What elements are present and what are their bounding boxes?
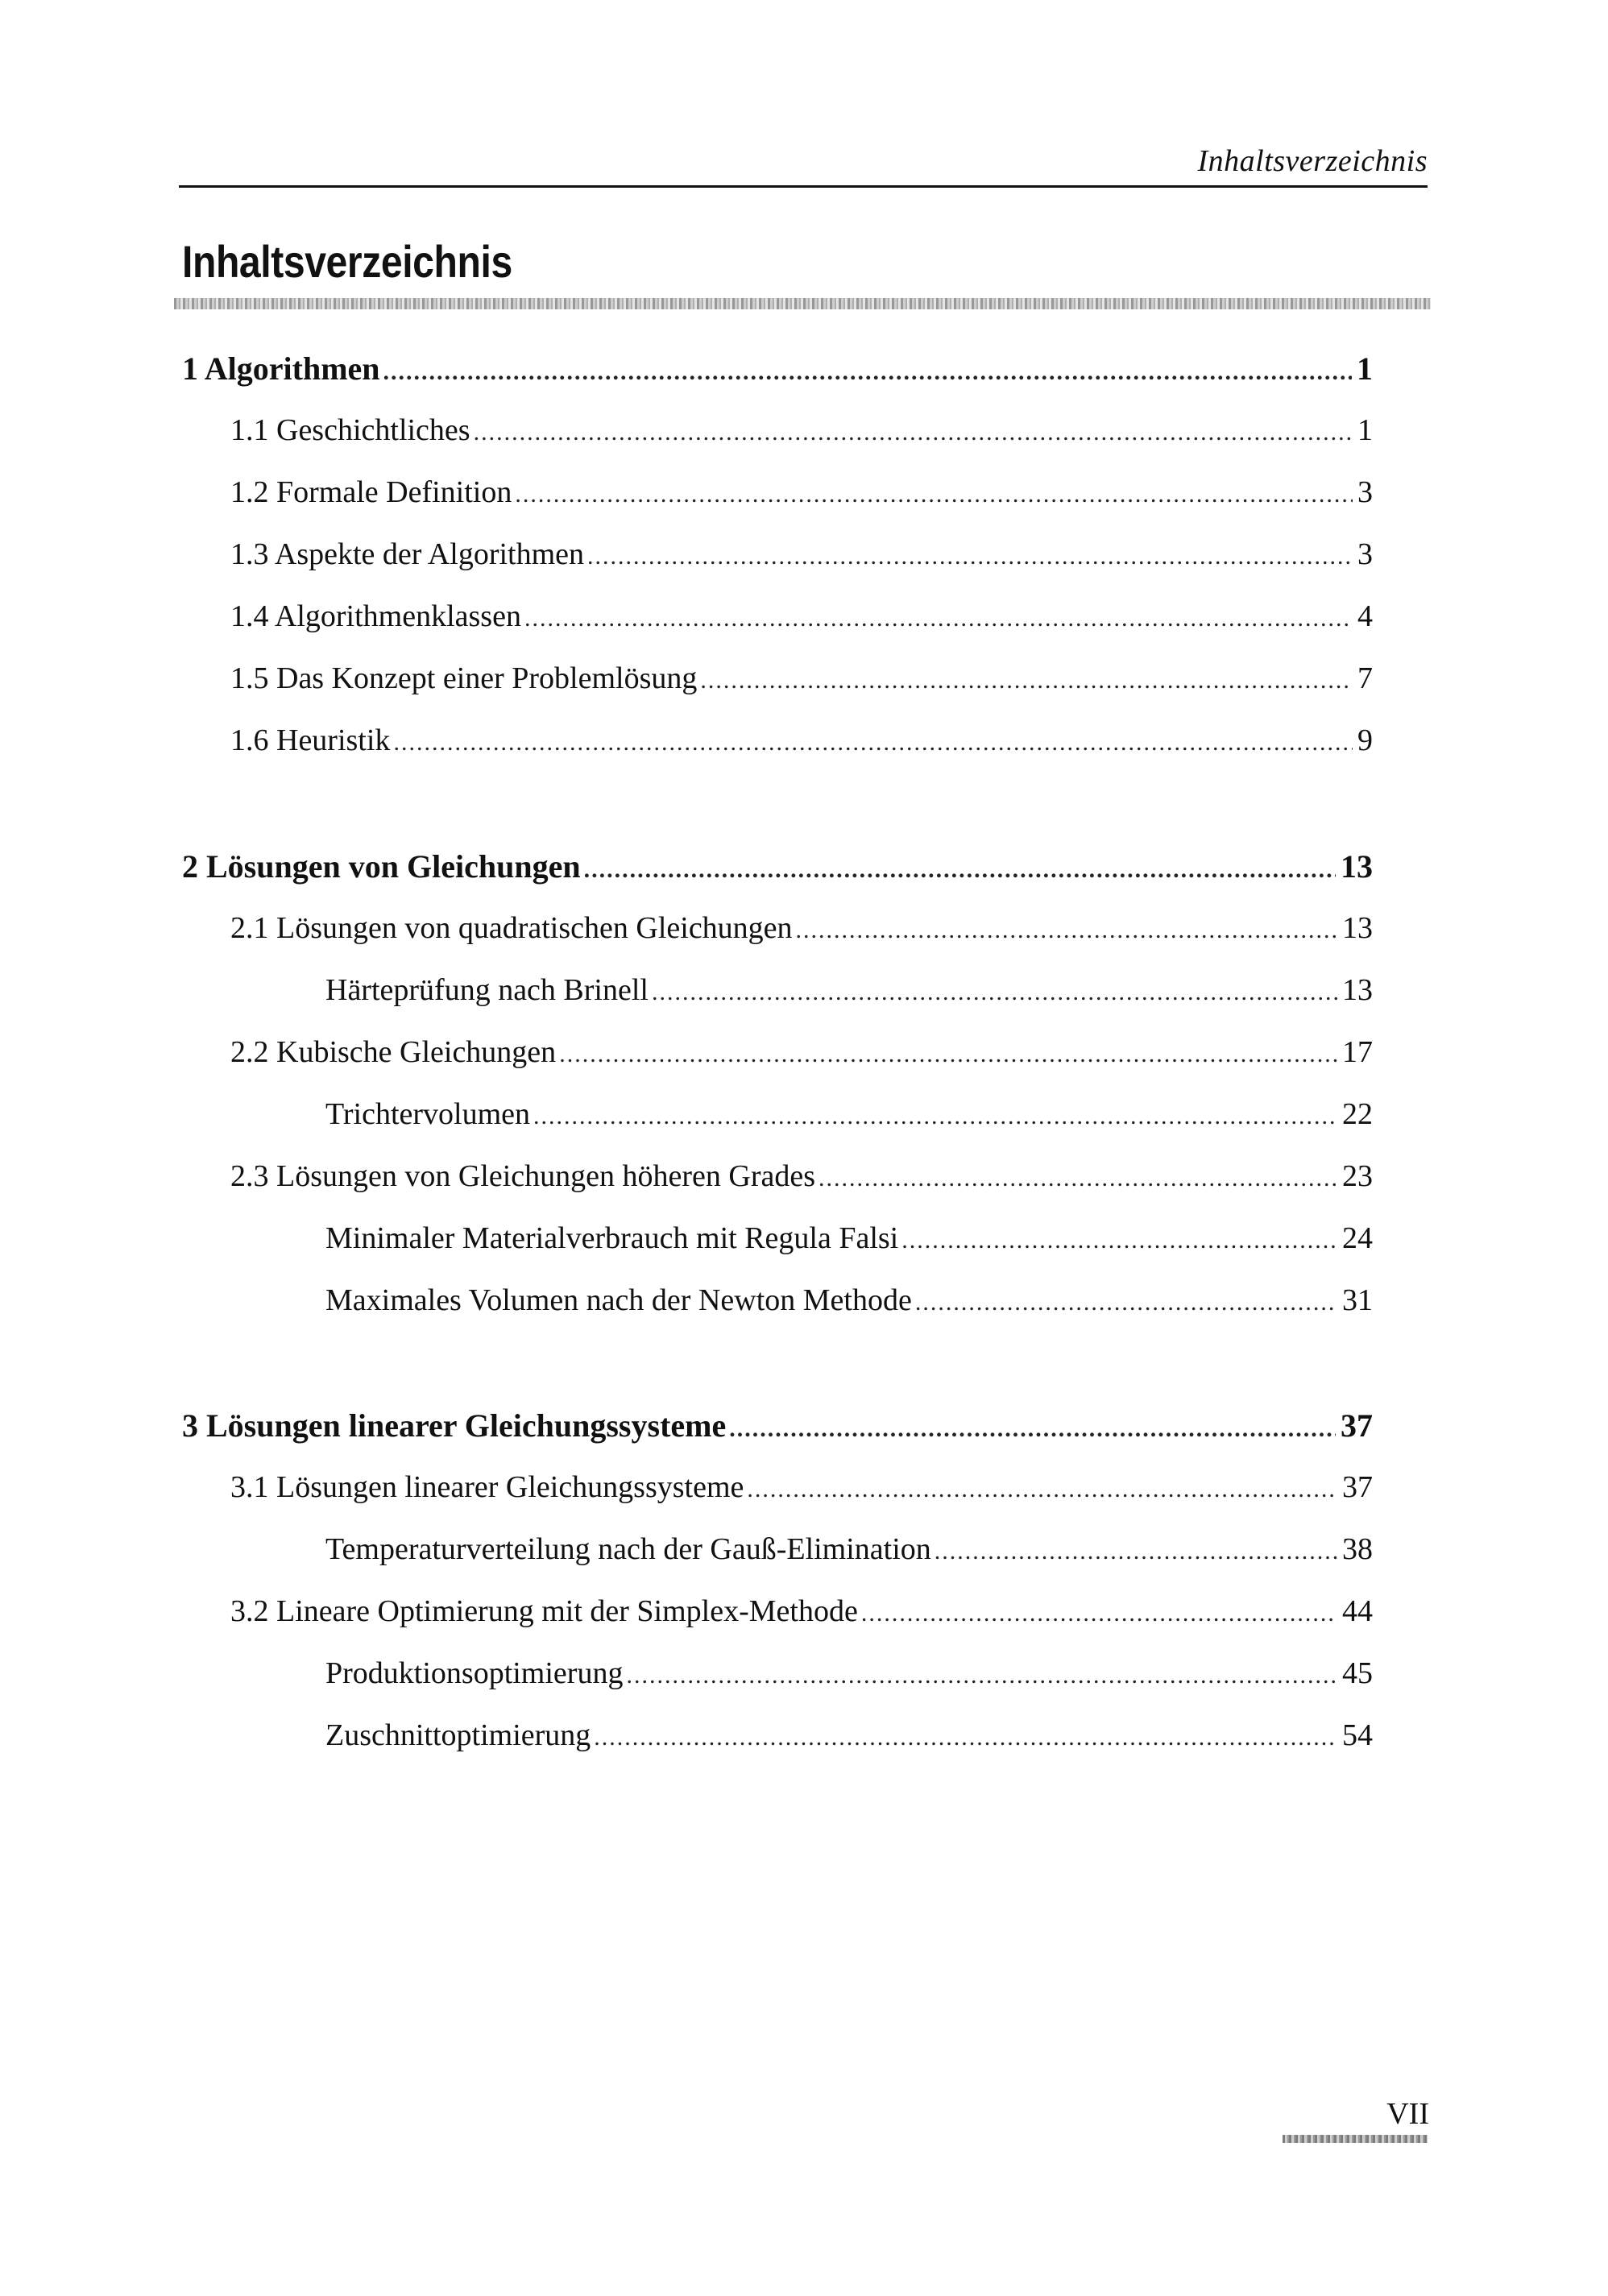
toc-entry-label: 1.2 Formale Definition: [230, 475, 512, 509]
toc-leader: [796, 918, 1337, 943]
toc-leader: [515, 483, 1353, 507]
toc-leader: [700, 669, 1353, 693]
toc-section-1-6[interactable]: [230, 725, 1373, 756]
toc-page-number: 3: [1357, 475, 1373, 509]
toc-leader: [729, 1417, 1336, 1441]
toc-page-number: 54: [1342, 1718, 1373, 1752]
toc-entry-label: 1.3 Aspekte der Algorithmen: [230, 537, 585, 571]
toc-section-1-2[interactable]: [230, 477, 1373, 508]
toc-subsection-zuschnitt[interactable]: [325, 1720, 1373, 1751]
toc-entry-label: 1.6 Heuristik: [230, 723, 391, 757]
toc-entry-label: 2.3 Lösungen von Gleichungen höheren Grades: [230, 1159, 816, 1193]
toc-subsection-regula-falsi[interactable]: [325, 1223, 1373, 1254]
toc-leader: [747, 1477, 1337, 1502]
toc-entry-label: Produktionsoptimierung: [325, 1656, 624, 1690]
toc-page-number: 22: [1342, 1097, 1373, 1131]
toc-leader: [901, 1229, 1337, 1253]
toc-page-number: 24: [1342, 1221, 1373, 1255]
toc-section-1-5[interactable]: [230, 663, 1373, 694]
toc-section-3-2[interactable]: [230, 1596, 1373, 1627]
toc-page-number: 23: [1342, 1159, 1373, 1193]
toc-leader: [524, 607, 1353, 631]
toc-page-number: 1: [1357, 350, 1373, 387]
toc-subsection-gauss[interactable]: [325, 1534, 1373, 1565]
toc-entry-label: Temperaturverteilung nach der Gauß-Elimination: [325, 1532, 931, 1566]
page-folio: VII: [1386, 2097, 1429, 2131]
toc-chapter-1[interactable]: [182, 350, 1373, 387]
title-underline-band: [174, 298, 1431, 309]
toc-leader: [594, 1726, 1337, 1750]
toc-page-number: 31: [1342, 1283, 1373, 1317]
toc-page-number: 7: [1357, 661, 1373, 695]
toc-page-number: 9: [1357, 723, 1373, 757]
toc-subsection-newton[interactable]: [325, 1285, 1373, 1316]
toc-leader: [915, 1291, 1337, 1315]
toc-entry-label: 2 Lösungen von Gleichungen: [182, 848, 581, 885]
toc-page-number: 45: [1342, 1656, 1373, 1690]
toc-leader: [393, 731, 1353, 755]
toc-subsection-produktion[interactable]: [325, 1658, 1373, 1689]
toc-section-2-3[interactable]: [230, 1161, 1373, 1192]
toc-section-2-1[interactable]: [230, 913, 1373, 943]
toc-leader: [935, 1540, 1337, 1564]
toc-page-number: 13: [1341, 848, 1373, 885]
toc-entry-label: 2.1 Lösungen von quadratischen Gleichungen: [230, 911, 793, 945]
toc-chapter-3[interactable]: [182, 1407, 1373, 1444]
toc-leader: [383, 360, 1352, 384]
toc-entry-label: 3.2 Lineare Optimierung mit der Simplex-Methode: [230, 1594, 858, 1628]
toc-subsection-brinell[interactable]: [325, 975, 1373, 1005]
toc-leader: [861, 1602, 1337, 1626]
toc-page-number: 13: [1342, 911, 1373, 945]
toc-section-1-3[interactable]: [230, 539, 1373, 570]
toc-entry-label: Maximales Volumen nach der Newton Methode: [325, 1283, 912, 1317]
toc-subsection-trichtervolumen[interactable]: [325, 1099, 1373, 1129]
toc-chapter-2[interactable]: [182, 848, 1373, 885]
toc-leader: [584, 858, 1336, 882]
toc-page-number: 44: [1342, 1594, 1373, 1628]
toc-page-number: 13: [1342, 973, 1373, 1007]
toc-leader: [474, 421, 1353, 445]
toc-page-number: 4: [1357, 599, 1373, 633]
toc-entry-label: 1.4 Algorithmenklassen: [230, 599, 521, 633]
toc-section-1-4[interactable]: [230, 601, 1373, 632]
toc-entry-label: 1.5 Das Konzept einer Problemlösung: [230, 661, 698, 695]
toc-page-number: 1: [1357, 413, 1373, 447]
page-title: Inhaltsverzeichnis: [182, 236, 512, 287]
toc-page-number: 3: [1357, 537, 1373, 571]
toc-entry-label: Zuschnittoptimierung: [325, 1718, 591, 1752]
toc-leader: [559, 1042, 1337, 1067]
toc-entry-label: 2.2 Kubische Gleichungen: [230, 1035, 557, 1069]
toc-entry-label: Minimaler Materialverbrauch mit Regula Falsi: [325, 1221, 899, 1255]
folio-band: [1283, 2135, 1428, 2143]
toc-page-number: 38: [1342, 1532, 1373, 1566]
toc-leader: [533, 1104, 1337, 1129]
running-head: Inhaltsverzeichnis: [1197, 144, 1428, 178]
toc-entry-label: Härteprüfung nach Brinell: [325, 973, 649, 1007]
toc-leader: [626, 1664, 1337, 1688]
toc-entry-label: 3 Lösungen linearer Gleichungssysteme: [182, 1407, 727, 1444]
toc-entry-label: 3.1 Lösungen linearer Gleichungssysteme: [230, 1470, 744, 1504]
toc-leader: [587, 545, 1353, 569]
header-rule: [179, 185, 1428, 188]
toc-leader: [652, 980, 1337, 1005]
toc-section-3-1[interactable]: [230, 1472, 1373, 1502]
toc-entry-label: Trichtervolumen: [325, 1097, 531, 1131]
toc-page-number: 17: [1342, 1035, 1373, 1069]
toc-page-number: 37: [1342, 1470, 1373, 1504]
toc-section-2-2[interactable]: [230, 1037, 1373, 1067]
toc-page-number: 37: [1341, 1407, 1373, 1444]
toc-entry-label: 1.1 Geschichtliches: [230, 413, 470, 447]
toc-section-1-1[interactable]: [230, 415, 1373, 446]
toc-entry-label: 1 Algorithmen: [182, 350, 380, 387]
toc-leader: [819, 1167, 1337, 1191]
